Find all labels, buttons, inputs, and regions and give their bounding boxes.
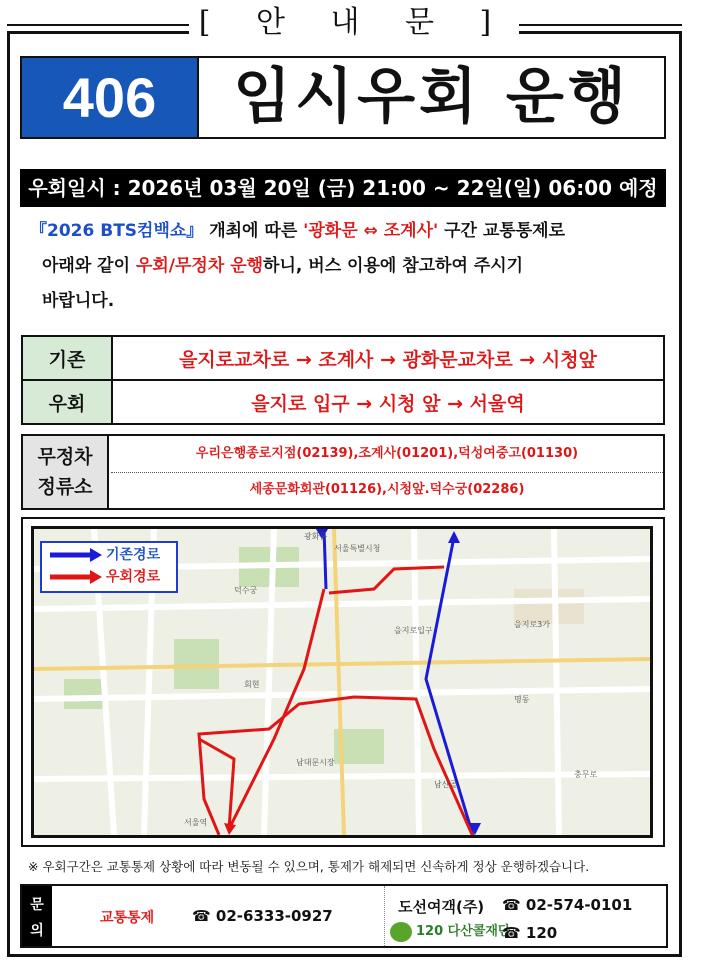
call-center-phone: ☎ 120	[502, 924, 558, 942]
legend-detour: 우회경로	[106, 569, 161, 585]
route-number: 406	[22, 58, 197, 137]
legend-arrows	[46, 543, 106, 591]
skipped-stops-row-2: 세종문화회관(01126),시청앞.덕수궁(02286)	[249, 482, 525, 497]
skipped-stops-row-1: 우리은행종로지점(02139),조계사(01201),덕성여중고(01130)	[111, 436, 663, 473]
traffic-label: 교통통제	[100, 910, 155, 926]
legend-existing: 기존경로	[106, 547, 161, 563]
detour-text: 우회/무정차 운행	[135, 256, 264, 276]
map-label: 명동	[514, 695, 530, 704]
route-row-detour	[22, 380, 664, 424]
map-label: 회현	[244, 680, 260, 689]
company-name: 도선여객(주)	[398, 898, 485, 916]
skipped-stops-label: 무정차 정류소	[23, 436, 109, 508]
map-label: 광화문	[304, 532, 328, 541]
schedule-bar: 우회일시 : 2026년 03월 20일 (금) 21:00 ~ 22일(일) 06:00 예정	[20, 169, 666, 207]
footnote: ※ 우회구간은 교통통제 상황에 따라 변동될 수 있으며, 통제가 해제되면 신속하게 정상 운행하겠습니다.	[28, 859, 590, 874]
skipped-stops	[21, 434, 665, 510]
control-section: '광화문 ⇔ 조계사'	[303, 221, 439, 241]
map-label: 서울특별시청	[334, 544, 381, 553]
route-path-existing: 을지로교차로 → 조계사 → 광화문교차로 → 시청앞	[112, 336, 664, 380]
route-label-detour: 우회	[22, 380, 112, 424]
route-table	[21, 335, 665, 425]
route-path-detour: 을지로 입구 → 시청 앞 → 서울역	[112, 380, 664, 424]
map-legend	[40, 541, 178, 593]
map-label: 충무로	[574, 770, 598, 779]
dasan-logo-icon	[390, 922, 412, 942]
map-label: 서울역	[184, 818, 208, 827]
route-row-existing	[22, 336, 664, 380]
event-name: 『2026 BTS컴백쇼』	[30, 221, 204, 241]
map-label: 을지로3가	[514, 620, 551, 629]
call-center: 120 다산콜재단	[416, 924, 511, 939]
map-label: 남산골	[434, 780, 458, 789]
intro-paragraph: 『2026 BTS컴백쇼』 개최에 따른 '광화문 ⇔ 조계사' 구간 교통통제로 아래와 같이 우회/무정차 운행하니, 버스 이용에 참고하여 주시기 바랍니다.	[30, 221, 565, 311]
notice-title: [ 안 내 문 ]	[0, 0, 708, 46]
map-label: 남대문시장	[296, 758, 335, 767]
map-canvas	[31, 526, 653, 838]
map-label: 을지로입구	[394, 626, 433, 635]
map-label: 덕수궁	[234, 586, 258, 595]
route-map	[21, 517, 665, 847]
contact-box	[20, 884, 668, 948]
contact-label: 문 의	[22, 886, 52, 946]
company-phone: ☎ 02-574-0101	[502, 896, 633, 914]
traffic-phone: ☎ 02-6333-0927	[192, 907, 333, 925]
header-bar	[20, 56, 666, 139]
page-title: 임시우회 운행	[197, 58, 664, 137]
route-label-existing: 기존	[22, 336, 112, 380]
